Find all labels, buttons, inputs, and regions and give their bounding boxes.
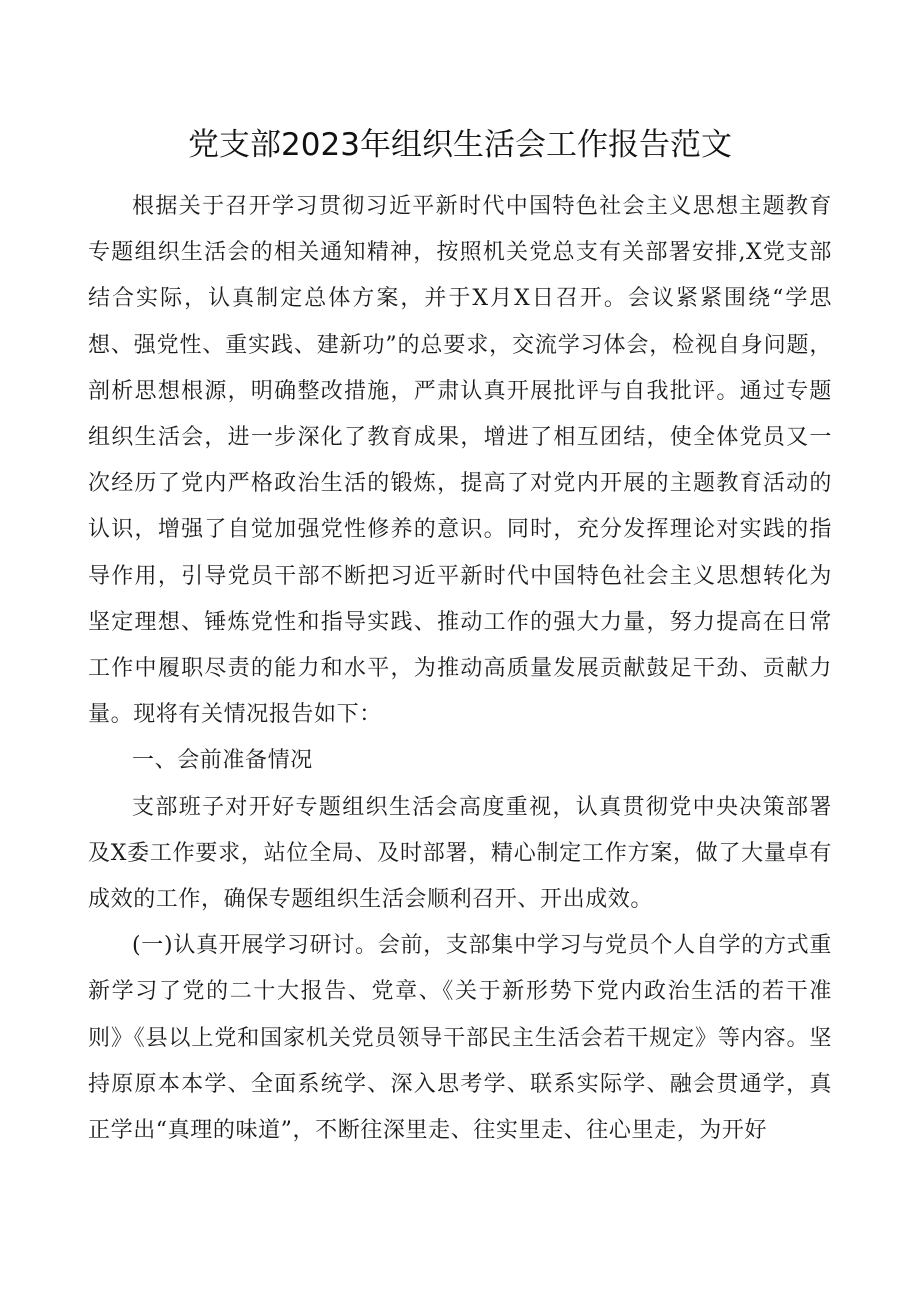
document-title: 党支部2023年组织生活会工作报告范文	[188, 127, 732, 163]
paragraph-preparation: 支部班子对开好专题组织生活会高度重视，认真贯彻党中央决策部署及X委工作要求，站位全局、及时部署，精心制定工作方案，做了大量卓有成效的工作，确保专题组织生活会顺利召开、开出成效。	[88, 794, 832, 913]
paragraph-study: (一)认真开展学习研讨。会前，支部集中学习与党员个人自学的方式重新学习了党的二十大报告、党章、《关于新形势下党内政治生活的若干准则》《县以上党和国家机关党员领导干部民主生活会若干规定》等内容。坚持原原本本学、全面系统学、深入思考学、联系实际学、融会贯通学，真正学出“真理的味道”，不断往深里走、往实里走、往心里走，为开好	[88, 933, 832, 1144]
section-heading-preparation: 一、会前准备情况	[132, 748, 313, 774]
document-body	[88, 184, 832, 1154]
paragraph-intro: 根据关于召开学习贯彻习近平新时代中国特色社会主义思想主题教育专题组织生活会的相关通知精神，按照机关党总支有关部署安排,X党支部结合实际，认真制定总体方案，并于X月X日召开。会议紧紧围绕“学思想、强党性、重实践、建新功”的总要求，交流学习体会，检视自身问题，剖析思想根源，明确整改措施，严肃认真开展批评与自我批评。通过专题组织生活会，进一步深化了教育成果，增进了相互团结，使全体党员又一次经历了党内严格政治生活的锻炼，提高了对党内开展的主题教育活动的认识，增强了自觉加强党性修养的意识。同时，充分发挥理论对实践的指导作用，引导党员干部不断把习近平新时代中国特色社会主义思想转化为坚定理想、锤炼党性和指导实践、推动工作的强大力量，努力提高在日常工作中履职尽责的能力和水平，为推动高质量发展贡献鼓足干劲、贡献力量。现将有关情况报告如下：	[88, 194, 832, 728]
